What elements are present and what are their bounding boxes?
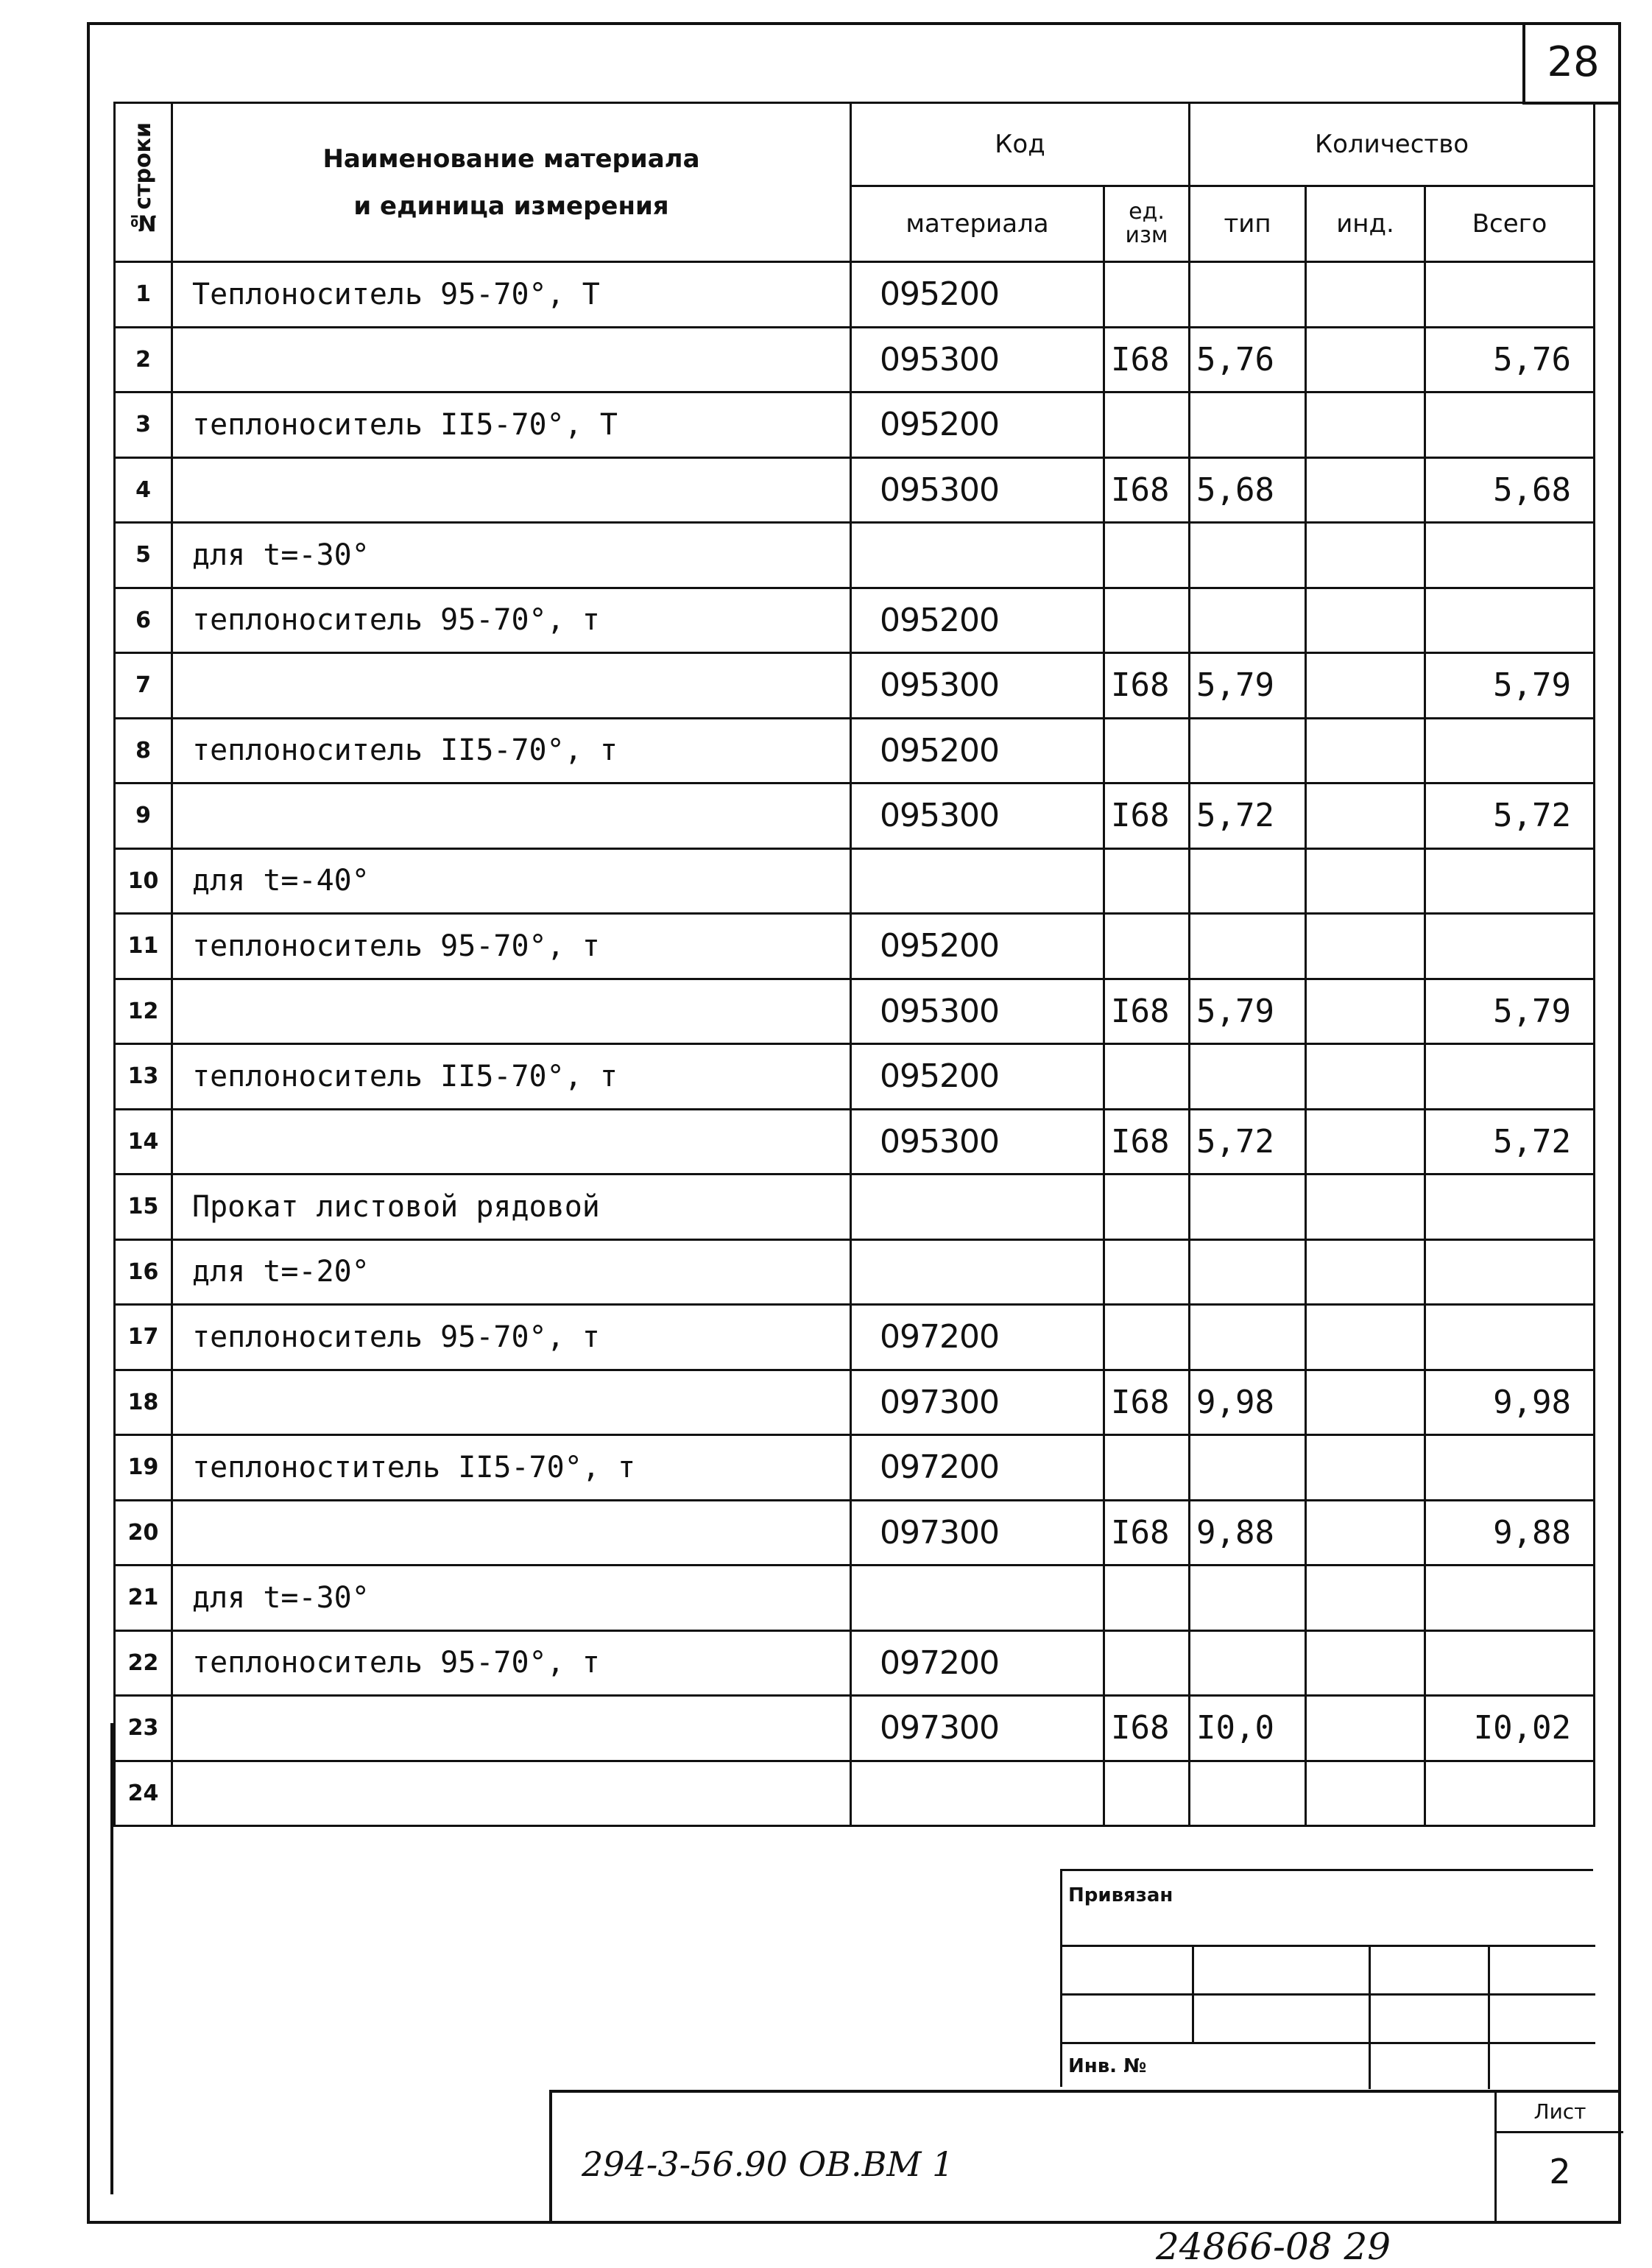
qty-tip — [1190, 1761, 1306, 1826]
document-code: 294-3-56.90 ОВ.ВМ 1 — [582, 2144, 954, 2184]
table-row — [115, 848, 1595, 914]
qty-vsego: 9,98 — [1425, 1370, 1595, 1435]
material-code: 095200 — [851, 718, 1104, 783]
material-code — [851, 1174, 1104, 1240]
material-name — [172, 1109, 851, 1174]
material-name — [172, 783, 851, 849]
row-number: 23 — [115, 1696, 172, 1761]
material-code: 095200 — [851, 1044, 1104, 1110]
material-name — [172, 1696, 851, 1761]
unit-code — [1104, 1044, 1190, 1110]
unit-code — [1104, 1435, 1190, 1501]
unit-code — [1104, 262, 1190, 328]
table-row — [115, 262, 1595, 328]
qty-tip — [1190, 1044, 1306, 1110]
qty-ind — [1306, 523, 1425, 588]
qty-tip — [1190, 1630, 1306, 1696]
qty-vsego — [1425, 1305, 1595, 1370]
row-number: 5 — [115, 523, 172, 588]
material-name: для t=-30° — [172, 523, 851, 588]
material-code: 097300 — [851, 1696, 1104, 1761]
unit-code — [1104, 1305, 1190, 1370]
material-name: Теплоноситель 95-70°, Т — [172, 262, 851, 328]
qty-ind — [1306, 848, 1425, 914]
header-materiala: материала — [851, 186, 1104, 262]
material-code — [851, 848, 1104, 914]
qty-ind — [1306, 457, 1425, 523]
material-name: для t=-30° — [172, 1566, 851, 1631]
material-name: теплоноситель II5-70°, Т — [172, 392, 851, 458]
material-code: 095200 — [851, 392, 1104, 458]
qty-tip — [1190, 1239, 1306, 1305]
qty-tip — [1190, 1566, 1306, 1631]
material-name: теплоноситель 95-70°, т — [172, 588, 851, 653]
qty-vsego: 5,68 — [1425, 457, 1595, 523]
material-code: 095300 — [851, 327, 1104, 392]
qty-ind — [1306, 1696, 1425, 1761]
unit-code — [1104, 914, 1190, 979]
table-row — [115, 327, 1595, 392]
table-row — [115, 392, 1595, 458]
qty-vsego — [1425, 1630, 1595, 1696]
row-number: 15 — [115, 1174, 172, 1240]
table-body — [115, 262, 1595, 1826]
qty-tip — [1190, 1305, 1306, 1370]
qty-tip: 5,72 — [1190, 783, 1306, 849]
material-name: теплоноситель II5-70°, т — [172, 1044, 851, 1110]
material-name — [172, 457, 851, 523]
row-number: 10 — [115, 848, 172, 914]
unit-code — [1104, 1630, 1190, 1696]
material-code: 097200 — [851, 1435, 1104, 1501]
qty-tip — [1190, 523, 1306, 588]
material-code: 097300 — [851, 1370, 1104, 1435]
row-number: 14 — [115, 1109, 172, 1174]
qty-tip: 5,76 — [1190, 327, 1306, 392]
row-number: 8 — [115, 718, 172, 783]
qty-vsego — [1425, 914, 1595, 979]
qty-tip — [1190, 262, 1306, 328]
table-row — [115, 914, 1595, 979]
material-name — [172, 1761, 851, 1826]
qty-vsego: 5,72 — [1425, 783, 1595, 849]
qty-vsego — [1425, 392, 1595, 458]
table-row — [115, 1044, 1595, 1110]
qty-ind — [1306, 262, 1425, 328]
material-name — [172, 653, 851, 719]
row-number: 4 — [115, 457, 172, 523]
qty-tip — [1190, 914, 1306, 979]
table-row — [115, 1761, 1595, 1826]
table-row — [115, 979, 1595, 1044]
qty-vsego: 5,79 — [1425, 653, 1595, 719]
qty-vsego — [1425, 1435, 1595, 1501]
row-number: 22 — [115, 1630, 172, 1696]
qty-ind — [1306, 1305, 1425, 1370]
sheet-number: 28 — [1522, 22, 1621, 105]
table-row — [115, 1174, 1595, 1240]
header-vsego: Всего — [1425, 186, 1595, 262]
row-number: 19 — [115, 1435, 172, 1501]
table-row — [115, 457, 1595, 523]
unit-code: I68 — [1104, 457, 1190, 523]
row-number: 20 — [115, 1500, 172, 1566]
qty-tip — [1190, 1174, 1306, 1240]
material-name: теплоноситель 95-70°, т — [172, 914, 851, 979]
material-code — [851, 1761, 1104, 1826]
qty-vsego: 9,88 — [1425, 1500, 1595, 1566]
qty-vsego — [1425, 1174, 1595, 1240]
table-row — [115, 783, 1595, 849]
qty-ind — [1306, 783, 1425, 849]
inv-no-label: Инв. № — [1068, 2055, 1147, 2077]
unit-code: I68 — [1104, 783, 1190, 849]
qty-tip: 5,68 — [1190, 457, 1306, 523]
table-row — [115, 1305, 1595, 1370]
qty-tip: 9,98 — [1190, 1370, 1306, 1435]
qty-ind — [1306, 1500, 1425, 1566]
material-code — [851, 523, 1104, 588]
row-number: 1 — [115, 262, 172, 328]
table-row — [115, 1239, 1595, 1305]
table-row — [115, 1109, 1595, 1174]
header-name: Наименование материала и единица измерения — [172, 103, 851, 262]
header-tip: тип — [1190, 186, 1306, 262]
material-name: теплоноситель 95-70°, т — [172, 1630, 851, 1696]
qty-vsego: 5,72 — [1425, 1109, 1595, 1174]
qty-vsego: 5,76 — [1425, 327, 1595, 392]
qty-vsego — [1425, 1239, 1595, 1305]
qty-ind — [1306, 1174, 1425, 1240]
material-table — [113, 102, 1595, 1827]
qty-vsego — [1425, 1566, 1595, 1631]
stamp-rule — [1062, 2042, 1595, 2044]
header-row-number: №строки — [115, 103, 172, 262]
qty-ind — [1306, 1044, 1425, 1110]
header-kolichestvo: Количество — [1190, 103, 1595, 186]
qty-vsego: I0,02 — [1425, 1696, 1595, 1761]
unit-code — [1104, 392, 1190, 458]
unit-code: I68 — [1104, 979, 1190, 1044]
qty-vsego — [1425, 1044, 1595, 1110]
list-cell — [1494, 2093, 1623, 2224]
qty-tip — [1190, 1435, 1306, 1501]
header-kod: Код — [851, 103, 1190, 186]
unit-code — [1104, 718, 1190, 783]
material-code: 097200 — [851, 1305, 1104, 1370]
qty-ind — [1306, 1761, 1425, 1826]
stamp-rule — [1062, 1993, 1595, 1996]
material-code: 095200 — [851, 914, 1104, 979]
qty-vsego — [1425, 718, 1595, 783]
material-code: 097300 — [851, 1500, 1104, 1566]
qty-ind — [1306, 914, 1425, 979]
unit-code — [1104, 1174, 1190, 1240]
unit-code: I68 — [1104, 1696, 1190, 1761]
material-code: 095300 — [851, 653, 1104, 719]
table-row — [115, 1370, 1595, 1435]
row-number: 17 — [115, 1305, 172, 1370]
qty-vsego: 5,79 — [1425, 979, 1595, 1044]
qty-tip — [1190, 848, 1306, 914]
material-name — [172, 1500, 851, 1566]
qty-ind — [1306, 1630, 1425, 1696]
unit-code: I68 — [1104, 1370, 1190, 1435]
row-number: 16 — [115, 1239, 172, 1305]
material-name: для t=-20° — [172, 1239, 851, 1305]
row-number: 3 — [115, 392, 172, 458]
unit-code — [1104, 848, 1190, 914]
unit-code — [1104, 1566, 1190, 1631]
material-name: теплоноситель 95-70°, т — [172, 1305, 851, 1370]
row-number: 6 — [115, 588, 172, 653]
stamp-divider — [1369, 1945, 1371, 2089]
material-name: Прокат листовой рядовой — [172, 1174, 851, 1240]
stamp-divider — [1488, 1945, 1490, 2089]
header-ind: инд. — [1306, 186, 1425, 262]
table-row — [115, 718, 1595, 783]
privyazan-label: Привязан — [1068, 1884, 1173, 1906]
table-row — [115, 653, 1595, 719]
material-code: 095300 — [851, 783, 1104, 849]
qty-ind — [1306, 392, 1425, 458]
qty-vsego — [1425, 588, 1595, 653]
qty-tip — [1190, 392, 1306, 458]
qty-ind — [1306, 1109, 1425, 1174]
table-row — [115, 588, 1595, 653]
unit-code: I68 — [1104, 327, 1190, 392]
qty-ind — [1306, 979, 1425, 1044]
material-name: теплоноститель II5-70°, т — [172, 1435, 851, 1501]
row-number: 18 — [115, 1370, 172, 1435]
row-number: 12 — [115, 979, 172, 1044]
material-name — [172, 1370, 851, 1435]
header-ed-izm: ед. изм — [1104, 186, 1190, 262]
unit-code: I68 — [1104, 1500, 1190, 1566]
qty-tip: 5,79 — [1190, 653, 1306, 719]
unit-code — [1104, 523, 1190, 588]
unit-code — [1104, 588, 1190, 653]
row-number: 7 — [115, 653, 172, 719]
table-row — [115, 1435, 1595, 1501]
material-code: 095300 — [851, 979, 1104, 1044]
qty-vsego — [1425, 262, 1595, 328]
qty-ind — [1306, 327, 1425, 392]
material-name — [172, 979, 851, 1044]
qty-vsego — [1425, 848, 1595, 914]
material-code: 095200 — [851, 588, 1104, 653]
unit-code: I68 — [1104, 653, 1190, 719]
unit-code — [1104, 1761, 1190, 1826]
qty-tip — [1190, 718, 1306, 783]
qty-tip — [1190, 588, 1306, 653]
list-label: Лист — [1497, 2093, 1623, 2133]
qty-ind — [1306, 1435, 1425, 1501]
footer-note: 24866-08 29 — [1156, 2225, 1391, 2268]
stamp-divider — [1192, 1945, 1194, 2042]
qty-ind — [1306, 653, 1425, 719]
qty-ind — [1306, 1239, 1425, 1305]
material-code: 097200 — [851, 1630, 1104, 1696]
qty-tip: 5,79 — [1190, 979, 1306, 1044]
list-value: 2 — [1549, 2152, 1571, 2191]
material-name: теплоноситель II5-70°, т — [172, 718, 851, 783]
row-number: 24 — [115, 1761, 172, 1826]
row-number: 11 — [115, 914, 172, 979]
stamp-rule — [1062, 1945, 1595, 1947]
qty-ind — [1306, 718, 1425, 783]
row-number: 2 — [115, 327, 172, 392]
table-row — [115, 1696, 1595, 1761]
row-number: 9 — [115, 783, 172, 849]
qty-vsego — [1425, 1761, 1595, 1826]
title-block — [549, 2090, 1621, 2224]
row-number: 21 — [115, 1566, 172, 1631]
row-number: 13 — [115, 1044, 172, 1110]
binding-stamp — [1060, 1869, 1593, 2087]
qty-ind — [1306, 1566, 1425, 1631]
table-row — [115, 1630, 1595, 1696]
material-name: для t=-40° — [172, 848, 851, 914]
table-row — [115, 1500, 1595, 1566]
qty-tip: 9,88 — [1190, 1500, 1306, 1566]
material-code — [851, 1566, 1104, 1631]
material-code: 095200 — [851, 262, 1104, 328]
material-code: 095300 — [851, 1109, 1104, 1174]
material-name — [172, 327, 851, 392]
unit-code — [1104, 1239, 1190, 1305]
unit-code: I68 — [1104, 1109, 1190, 1174]
qty-vsego — [1425, 523, 1595, 588]
material-code: 095300 — [851, 457, 1104, 523]
material-code — [851, 1239, 1104, 1305]
qty-tip: 5,72 — [1190, 1109, 1306, 1174]
table-row — [115, 1566, 1595, 1631]
table-row — [115, 523, 1595, 588]
qty-ind — [1306, 1370, 1425, 1435]
qty-tip: I0,0 — [1190, 1696, 1306, 1761]
qty-ind — [1306, 588, 1425, 653]
